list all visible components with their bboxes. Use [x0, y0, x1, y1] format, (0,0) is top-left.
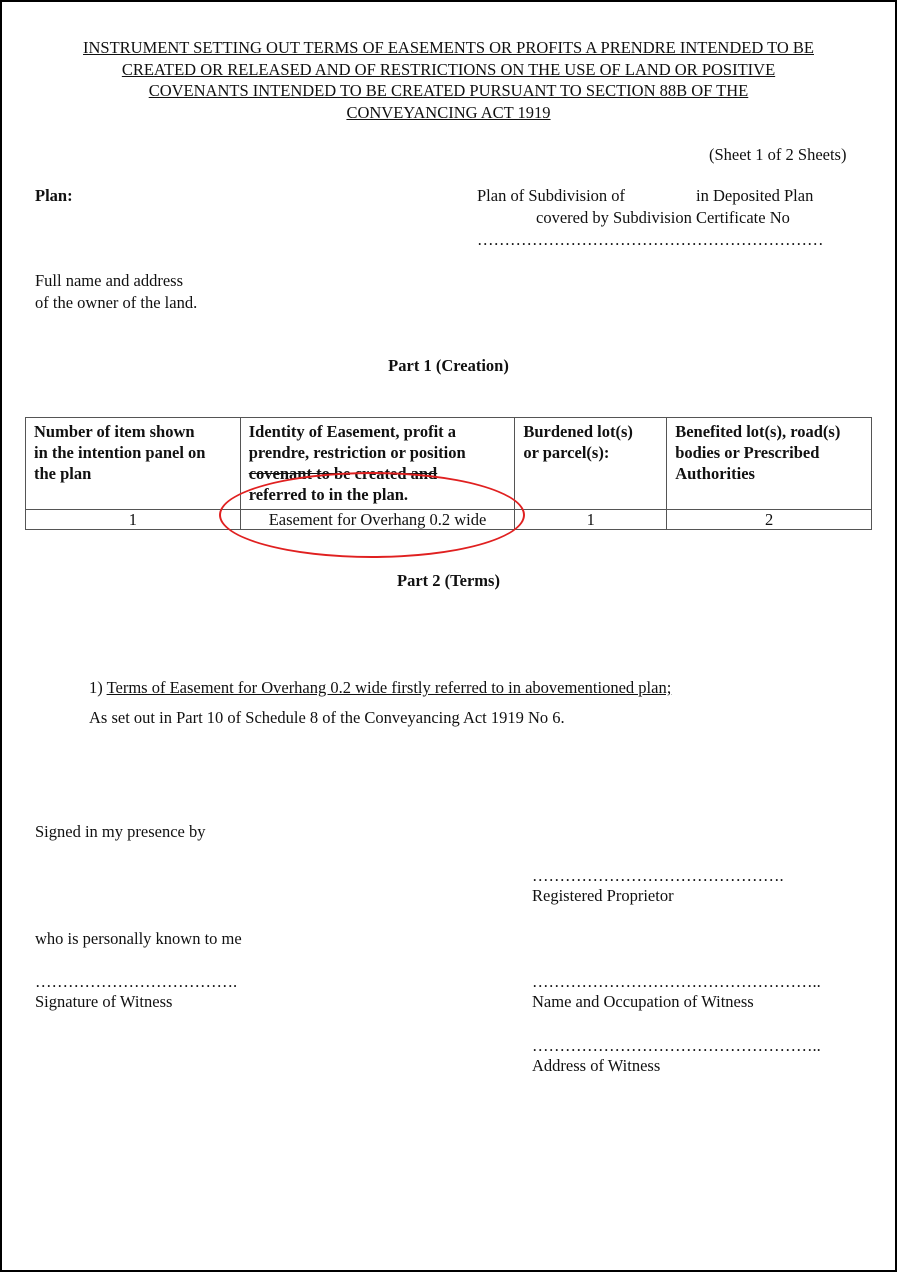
- terms-body: As set out in Part 10 of Schedule 8 of the Conveyancing Act 1919 No 6.: [89, 708, 565, 727]
- witness-signature-label: Signature of Witness: [35, 992, 173, 1011]
- title-line: CONVEYANCING ACT 1919: [346, 102, 551, 122]
- deposited-plan-text: in Deposited Plan: [696, 186, 814, 205]
- terms-number: 1): [89, 678, 103, 697]
- title-line: INSTRUMENT SETTING OUT TERMS OF EASEMENTS OR PROFITS A PRENDRE INTENDED TO BE: [83, 38, 814, 57]
- title-line: COVENANTS INTENDED TO BE CREATED PURSUANT TO SECTION 88B OF THE: [148, 81, 749, 100]
- cell-benefited-lot: 2: [667, 510, 872, 530]
- witness-address-line: ……………………………………………..: [532, 1036, 821, 1055]
- cell-item-number: 1: [26, 510, 241, 530]
- certificate-dotted-line: ………………………………………………………: [477, 230, 824, 249]
- document-title: [20, 37, 877, 123]
- sheet-label: (Sheet 1 of 2 Sheets): [709, 145, 847, 164]
- header-benefited: Benefited lot(s), road(s) bodies or Prescribed Authorities: [667, 418, 872, 510]
- signed-presence-text: Signed in my presence by: [35, 822, 206, 841]
- header-item-number: Number of item shown in the intention panel on the plan: [26, 418, 241, 510]
- header-burdened: Burdened lot(s) or parcel(s):: [515, 418, 667, 510]
- witness-name-line: ……………………………………………..: [532, 972, 821, 991]
- terms-item-1: [89, 678, 671, 698]
- highlight-oval: [219, 472, 525, 558]
- registered-proprietor-label: Registered Proprietor: [532, 886, 674, 905]
- witness-name-label: Name and Occupation of Witness: [532, 992, 754, 1011]
- plan-subdivision-text: Plan of Subdivision of: [477, 186, 626, 205]
- subdivision-certificate-text: covered by Subdivision Certificate No: [536, 208, 790, 227]
- part2-heading: Part 2 (Terms): [397, 571, 500, 590]
- known-to-me-text: who is personally known to me: [35, 929, 242, 948]
- title-line: CREATED OR RELEASED AND OF RESTRICTIONS ON THE USE OF LAND OR POSITIVE: [121, 59, 776, 79]
- part1-heading: Part 1 (Creation): [388, 356, 509, 375]
- cell-easement-identity: Easement for Overhang 0.2 wide: [240, 510, 515, 530]
- witness-address-label: Address of Witness: [532, 1056, 661, 1075]
- plan-label: Plan:: [35, 186, 73, 205]
- proprietor-signature-line: ……………………………………….: [532, 866, 784, 885]
- owner-label-line: Full name and address: [35, 271, 184, 290]
- owner-label-line: of the owner of the land.: [35, 293, 198, 312]
- witness-signature-line: ……………………………….: [35, 972, 238, 991]
- header-identity: Identity of Easement, profit a prendre, restriction or position covenant to be created and referred to in the plan.: [240, 418, 515, 510]
- cell-burdened-lot: 1: [515, 510, 667, 530]
- terms-heading: Terms of Easement for Overhang 0.2 wide firstly referred to in abovementioned plan;: [106, 678, 672, 697]
